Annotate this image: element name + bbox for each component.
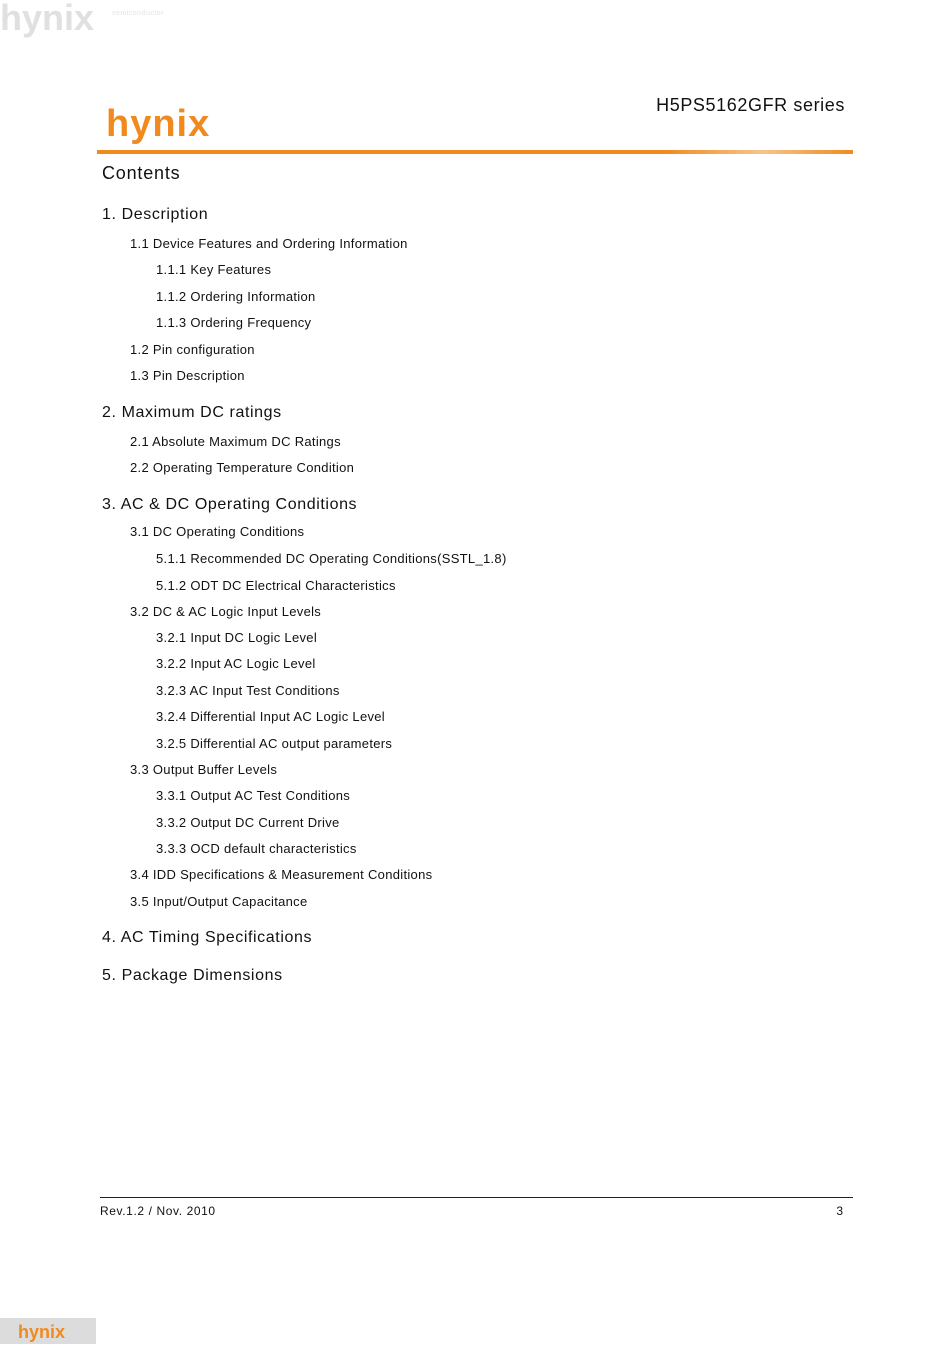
toc-entry-level-3[interactable]: 3.2.5 Differential AC output parameters (156, 736, 393, 751)
toc-entry-level-3[interactable]: 3.2.2 Input AC Logic Level (156, 656, 316, 671)
toc-entry-level-3[interactable]: 5.1.2 ODT DC Electrical Characteristics (156, 578, 396, 593)
watermark-logo-bottom (0, 1318, 96, 1344)
toc-entry-level-3[interactable]: 3.2.3 AC Input Test Conditions (156, 683, 340, 698)
footer-revision: Rev.1.2 / Nov. 2010 (100, 1204, 216, 1218)
toc-entry-level-2[interactable]: 3.5 Input/Output Capacitance (130, 894, 308, 909)
toc-entry-level-3[interactable]: 3.3.1 Output AC Test Conditions (156, 788, 351, 803)
toc-entry-level-2[interactable]: 3.1 DC Operating Conditions (130, 524, 305, 539)
toc-entry-level-2[interactable]: 1.2 Pin configuration (130, 342, 255, 357)
toc-entry-level-3[interactable]: 3.3.2 Output DC Current Drive (156, 815, 340, 830)
toc-entry-level-3[interactable]: 1.1.3 Ordering Frequency (156, 315, 312, 330)
toc-entry-level-3[interactable]: 1.1.2 Ordering Information (156, 289, 316, 304)
toc-entry-level-1[interactable]: 3. AC & DC Operating Conditions (102, 496, 358, 513)
toc-entry-level-3[interactable]: 1.1.1 Key Features (156, 262, 272, 277)
contents-heading: Contents (102, 163, 181, 183)
footer-page-number: 3 (836, 1204, 843, 1218)
toc-entry-level-2[interactable]: 2.2 Operating Temperature Condition (130, 460, 355, 475)
toc-entry-level-3[interactable]: 3.2.1 Input DC Logic Level (156, 630, 318, 645)
watermark-logo-text: hynix (0, 0, 95, 38)
series-title: H5PS5162GFR series (656, 95, 845, 115)
toc-entry-level-1[interactable]: 1. Description (102, 206, 209, 223)
toc-entry-level-1[interactable]: 2. Maximum DC ratings (102, 404, 282, 421)
bottom-logo-text: hynix (18, 1322, 66, 1342)
toc-entry-level-2[interactable]: 2.1 Absolute Maximum DC Ratings (130, 434, 341, 449)
toc-entry-level-1[interactable]: 5. Package Dimensions (102, 967, 283, 984)
toc-entry-level-2[interactable]: 3.3 Output Buffer Levels (130, 762, 278, 777)
hynix-logo (106, 102, 236, 148)
toc-entry-level-2[interactable]: 1.3 Pin Description (130, 368, 245, 383)
header-divider (97, 150, 853, 154)
toc-entry-level-2[interactable]: 3.4 IDD Specifications & Measurement Conditions (130, 867, 433, 882)
toc-entry-level-3[interactable]: 3.3.3 OCD default characteristics (156, 841, 357, 856)
footer-divider (100, 1197, 853, 1198)
toc-entry-level-2[interactable]: 1.1 Device Features and Ordering Information (130, 236, 408, 251)
toc-entry-level-3[interactable]: 5.1.1 Recommended DC Operating Conditions(SSTL_1.8) (156, 551, 507, 566)
hynix-logo-text: hynix (106, 103, 211, 145)
toc-entry-level-1[interactable]: 4. AC Timing Specifications (102, 929, 313, 946)
watermark-subtext: semiconductor (112, 10, 165, 17)
toc-entry-level-2[interactable]: 3.2 DC & AC Logic Input Levels (130, 604, 322, 619)
toc-entry-level-3[interactable]: 3.2.4 Differential Input AC Logic Level (156, 709, 385, 724)
watermark-logo-top (0, 0, 170, 40)
